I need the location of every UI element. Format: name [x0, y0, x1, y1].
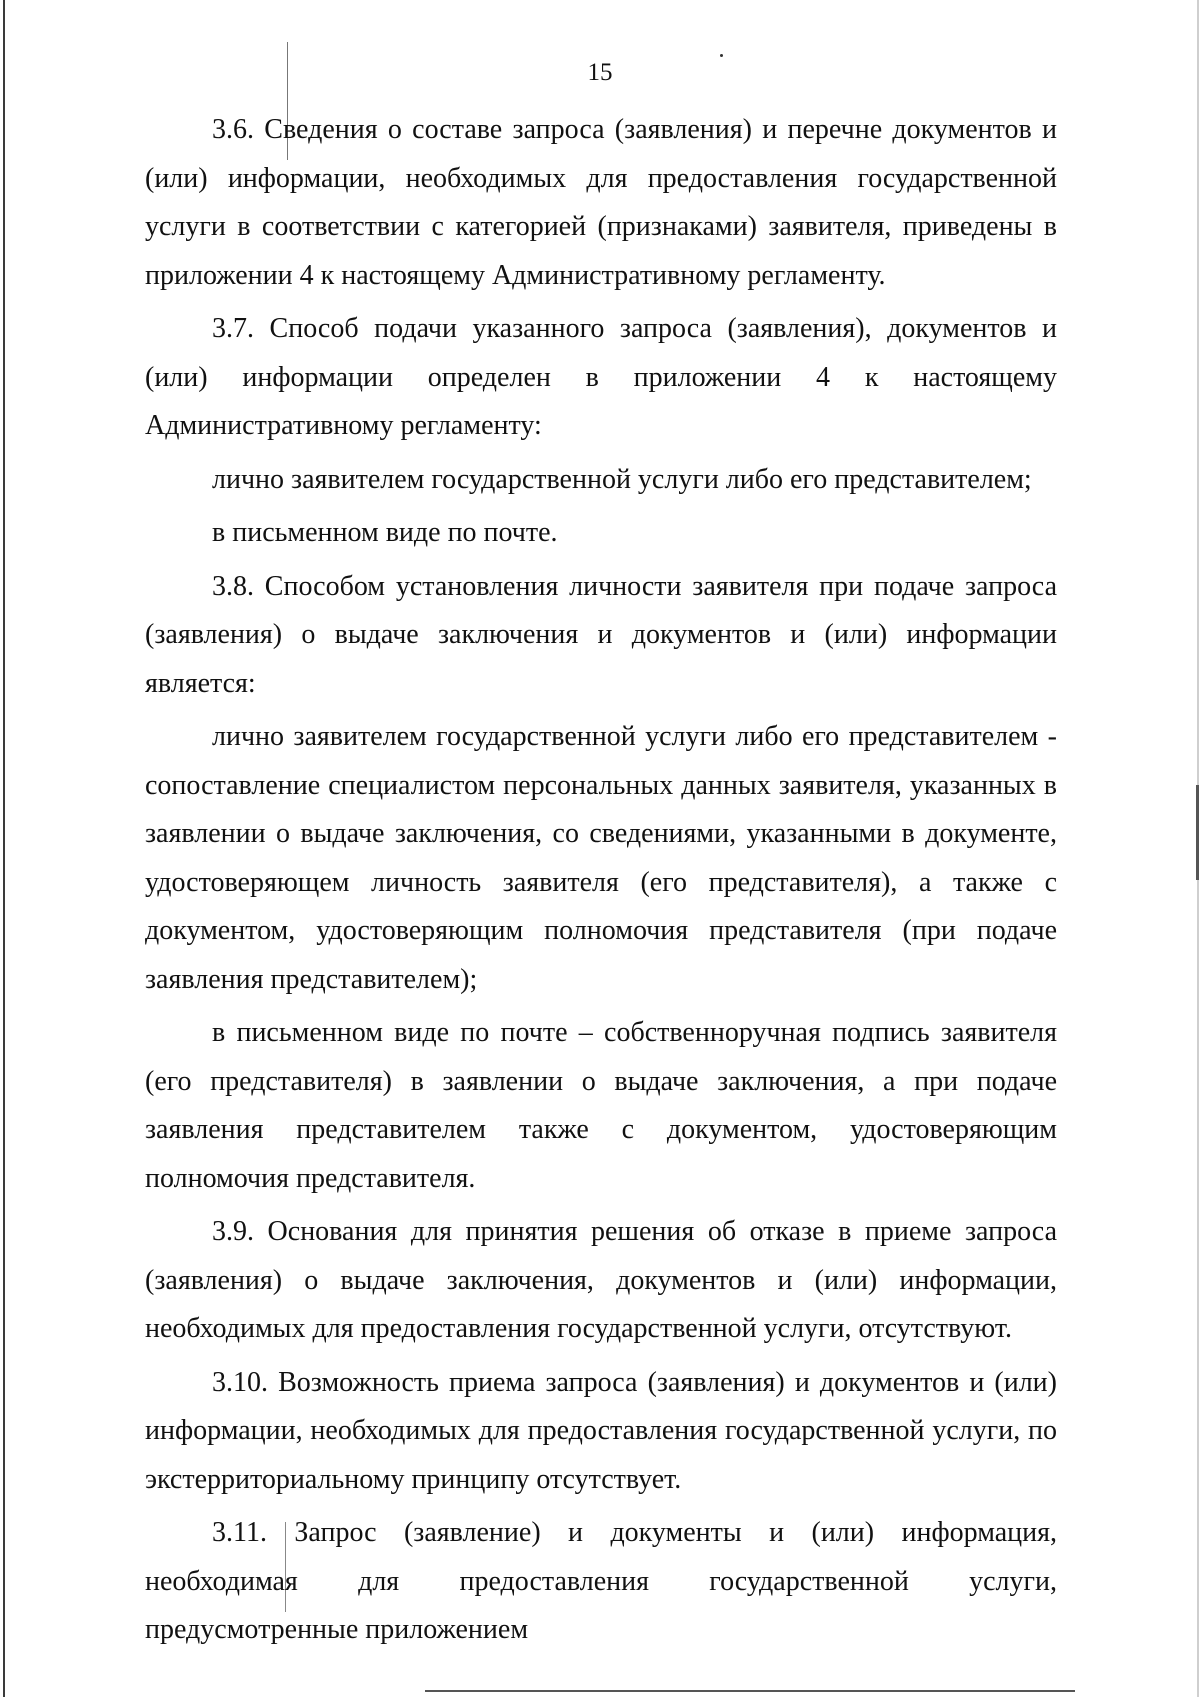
scan-mark [1196, 785, 1199, 880]
list-item-in-person: лично заявителем государственной услуги либо его представителем; [212, 463, 1032, 495]
list-item-by-mail: в письменном виде по почте. [212, 517, 558, 548]
paragraph-3-11: 3.11. Запрос (заявление) и документы и (или) информация, необходимая для предоставления государственной услуги, предусмотренные приложением [145, 1517, 1057, 1645]
list-item-by-mail-identification: в письменном виде по почте – собственноручная подпись заявителя (его представителя) в заявлении о выдаче заключения, а при подаче заявления представителем также с документом, удостоверяющим полномочия представителя. [145, 1017, 1057, 1194]
paragraph-3-8: 3.8. Способом установления личности заявителя при подаче запроса (заявления) о выдаче заключения и документов и (или) информации является: [145, 570, 1057, 699]
page-number: 15 [587, 59, 613, 86]
paragraph-3-7: 3.7. Способ подачи указанного запроса (заявления), документов и (или) информации определен в приложении 4 к настоящему Административному регламенту: [145, 313, 1057, 441]
paragraph-3-10: 3.10. Возможность приема запроса (заявления) и документов и (или) информации, необходимых для предоставления государственной услуги, по экстерриториальному принципу отсутствует. [145, 1366, 1057, 1495]
paragraph-3-6: 3.6. Сведения о составе запроса (заявления) и перечне документов и (или) информации, необходимых для предоставления государственной услуги в соответствии с категорией (признаками) заявителя, приведены в приложении 4 к настоящему Административному регламенту. [145, 114, 1057, 291]
scan-dot [720, 54, 723, 57]
list-item-in-person-identification: лично заявителем государственной услуги либо его представителем - сопоставление специалистом персональных данных заявителя, указанных в заявлении о выдаче заключения, со сведениями, указанными в документе, удостоверяющем личность заявителя (его представителя), а также с документом, удостоверяющим полномочия представителя (при подаче заявления представителем); [145, 721, 1057, 995]
scan-edge-bottom [425, 1690, 1075, 1692]
scan-edge-left [3, 0, 5, 1697]
paragraph-3-9: 3.9. Основания для принятия решения об отказе в приеме запроса (заявления) о выдаче заключения, документов и (или) информации, необходимых для предоставления государственной услуги, отсутствуют. [145, 1216, 1057, 1344]
document-body [145, 106, 1057, 1660]
